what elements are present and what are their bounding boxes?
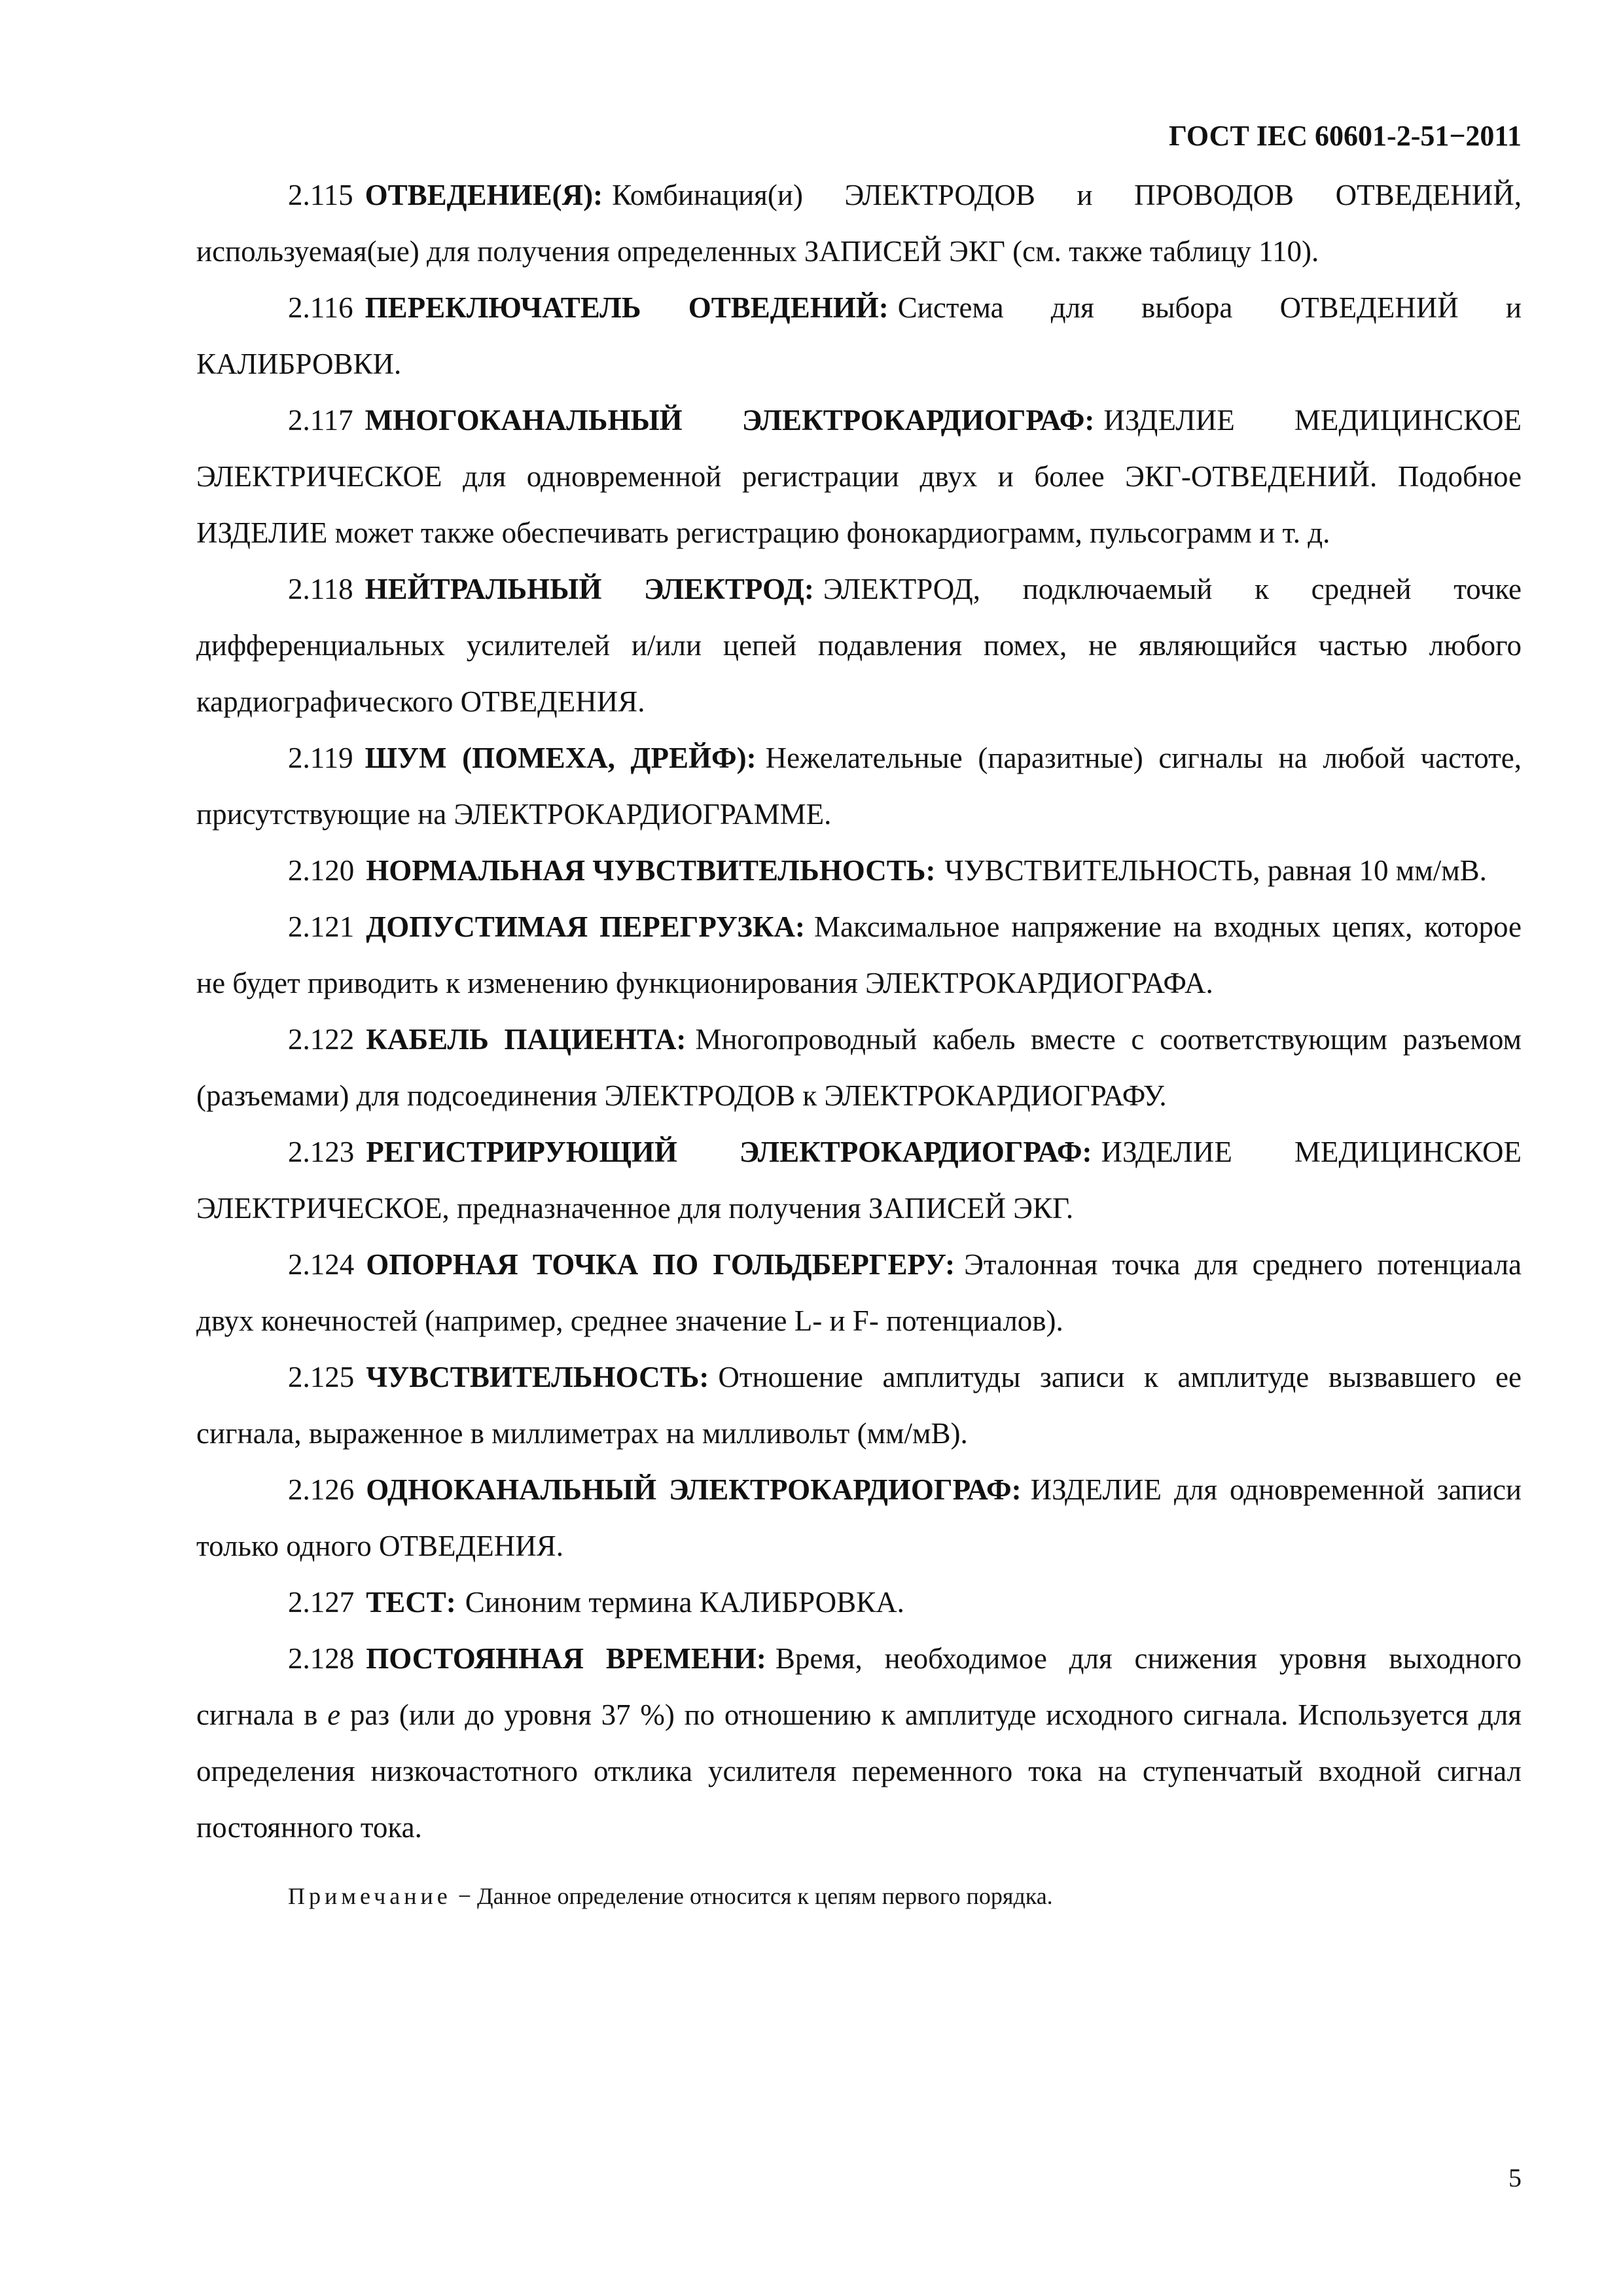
definition-text-before: Время, необходимое для снижения уровня выходного сигнала в (196, 1642, 1522, 1731)
entry-definition: ИЗДЕЛИЕ МЕДИЦИНСКОЕ ЭЛЕКТРИЧЕСКОЕ, предназначенное для получения ЗАПИСЕЙ ЭКГ. (196, 1136, 1522, 1225)
definition-entry-2-115 (196, 167, 1522, 279)
entry-term: ТЕСТ: (366, 1586, 456, 1619)
definition-entry-2-119 (196, 730, 1522, 842)
entry-term: ПОСТОЯННАЯ ВРЕМЕНИ: (366, 1642, 766, 1675)
entry-number: 2.120 (288, 854, 355, 887)
entry-definition: ЭЛЕКТРОД, подключаемый к средней точке дифференциальных усилителей и/или цепей подавления помех, не являющийся частью любого кардиографического ОТВЕДЕНИЯ. (196, 573, 1522, 718)
definition-entry-2-125 (196, 1349, 1522, 1462)
note (196, 1876, 1522, 1916)
entry-definition: Система для выбора ОТВЕДЕНИЙ и КАЛИБРОВКИ. (196, 291, 1522, 380)
entry-definition: ИЗДЕЛИЕ МЕДИЦИНСКОЕ ЭЛЕКТРИЧЕСКОЕ для одновременной регистрации двух и более ЭКГ-ОТВЕДЕНИЙ. Подобное ИЗДЕЛИЕ может также обеспечивать регистрацию фонокардиограмм, пульсограмм и т. д. (196, 404, 1522, 549)
entry-number: 2.118 (288, 573, 353, 605)
entry-definition: Комбинация(и) ЭЛЕКТРОДОВ и ПРОВОДОВ ОТВЕДЕНИЙ, используемая(ые) для получения определенных ЗАПИСЕЙ ЭКГ (см. также таблицу 110). (196, 179, 1522, 268)
definition-entry-2-120 (196, 842, 1522, 899)
entry-definition: Нежелательные (паразитные) сигналы на любой частоте, присутствующие на ЭЛЕКТРОКАРДИОГРАММЕ. (196, 742, 1522, 831)
definition-entry-2-122 (196, 1011, 1522, 1124)
entry-number: 2.119 (288, 742, 353, 774)
definition-entry-2-128 (196, 1630, 1522, 1856)
entry-number: 2.123 (288, 1136, 355, 1168)
entry-number: 2.128 (288, 1642, 355, 1675)
definitions-section (196, 167, 1522, 1916)
entry-term: ОДНОКАНАЛЬНЫЙ ЭЛЕКТРОКАРДИОГРАФ: (366, 1473, 1022, 1506)
entry-number: 2.127 (288, 1586, 355, 1619)
definition-entry-2-121 (196, 899, 1522, 1011)
entry-definition: ИЗДЕЛИЕ для одновременной записи только одного ОТВЕДЕНИЯ. (196, 1473, 1522, 1562)
entry-number: 2.121 (288, 910, 355, 943)
definition-entry-2-117 (196, 392, 1522, 561)
entry-term: ЧУВСТВИТЕЛЬНОСТЬ: (366, 1361, 709, 1393)
page-number: 5 (1508, 2163, 1522, 2193)
entry-number: 2.115 (288, 179, 353, 211)
entry-term: РЕГИСТРИРУЮЩИЙ ЭЛЕКТРОКАРДИОГРАФ: (366, 1136, 1092, 1168)
entry-definition: Отношение амплитуды записи к амплитуде вызвавшего ее сигнала, выраженное в миллиметрах на милливольт (мм/мВ). (196, 1361, 1522, 1450)
document-header (1169, 117, 1522, 156)
entry-term: НОРМАЛЬНАЯ ЧУВСТВИТЕЛЬНОСТЬ: (366, 854, 936, 887)
entry-number: 2.124 (288, 1248, 355, 1281)
entry-term: ОПОРНАЯ ТОЧКА ПО ГОЛЬДБЕРГЕРУ: (366, 1248, 955, 1281)
definition-italic-symbol: e (327, 1698, 341, 1731)
standard-id: ГОСТ IEC 60601-2-51−2011 (1169, 120, 1522, 152)
entry-term: ДОПУСТИМАЯ ПЕРЕГРУЗКА: (366, 910, 806, 943)
entry-definition: Эталонная точка для среднего потенциала двух конечностей (например, среднее значение L- и F- потенциалов). (196, 1248, 1522, 1337)
entry-term: КАБЕЛЬ ПАЦИЕНТА: (366, 1023, 687, 1056)
entry-number: 2.126 (288, 1473, 355, 1506)
entry-number: 2.116 (288, 291, 353, 324)
entry-number: 2.117 (288, 404, 353, 437)
entry-definition: Максимальное напряжение на входных цепях, которое не будет приводить к изменению функционирования ЭЛЕКТРОКАРДИОГРАФА. (196, 910, 1522, 999)
entry-term: ОТВЕДЕНИЕ(Я): (365, 179, 603, 211)
entry-term: НЕЙТРАЛЬНЫЙ ЭЛЕКТРОД: (365, 573, 814, 605)
entry-term: ПЕРЕКЛЮЧАТЕЛЬ ОТВЕДЕНИЙ: (365, 291, 889, 324)
entry-term: МНОГОКАНАЛЬНЫЙ ЭЛЕКТРОКАРДИОГРАФ: (365, 404, 1095, 437)
definition-text-after: раз (или до уровня 37 %) по отношению к амплитуде исходного сигнала. Используется для определения низкочастотного отклика усилителя переменного тока на ступенчатый входной сигнал постоянного тока. (196, 1698, 1522, 1844)
note-text: − Данное определение относится к цепям первого порядка. (457, 1883, 1053, 1909)
entry-definition: Многопроводный кабель вместе с соответствующим разъемом (разъемами) для подсоединения ЭЛЕКТРОДОВ к ЭЛЕКТРОКАРДИОГРАФУ. (196, 1023, 1522, 1112)
entry-definition: ЧУВСТВИТЕЛЬНОСТЬ, равная 10 мм/мВ. (944, 854, 1487, 887)
entry-number: 2.122 (288, 1023, 355, 1056)
definition-entry-2-123 (196, 1124, 1522, 1236)
entry-term: ШУМ (ПОМЕХА, ДРЕЙФ): (365, 742, 757, 774)
definition-entry-2-126 (196, 1462, 1522, 1574)
definition-entry-2-127 (196, 1574, 1522, 1630)
entry-number: 2.125 (288, 1361, 355, 1393)
entry-definition: Синоним термина КАЛИБРОВКА. (465, 1586, 904, 1619)
definition-entry-2-116 (196, 279, 1522, 392)
definition-entry-2-124 (196, 1236, 1522, 1349)
note-label: Примечание (288, 1883, 452, 1909)
definition-entry-2-118 (196, 561, 1522, 730)
